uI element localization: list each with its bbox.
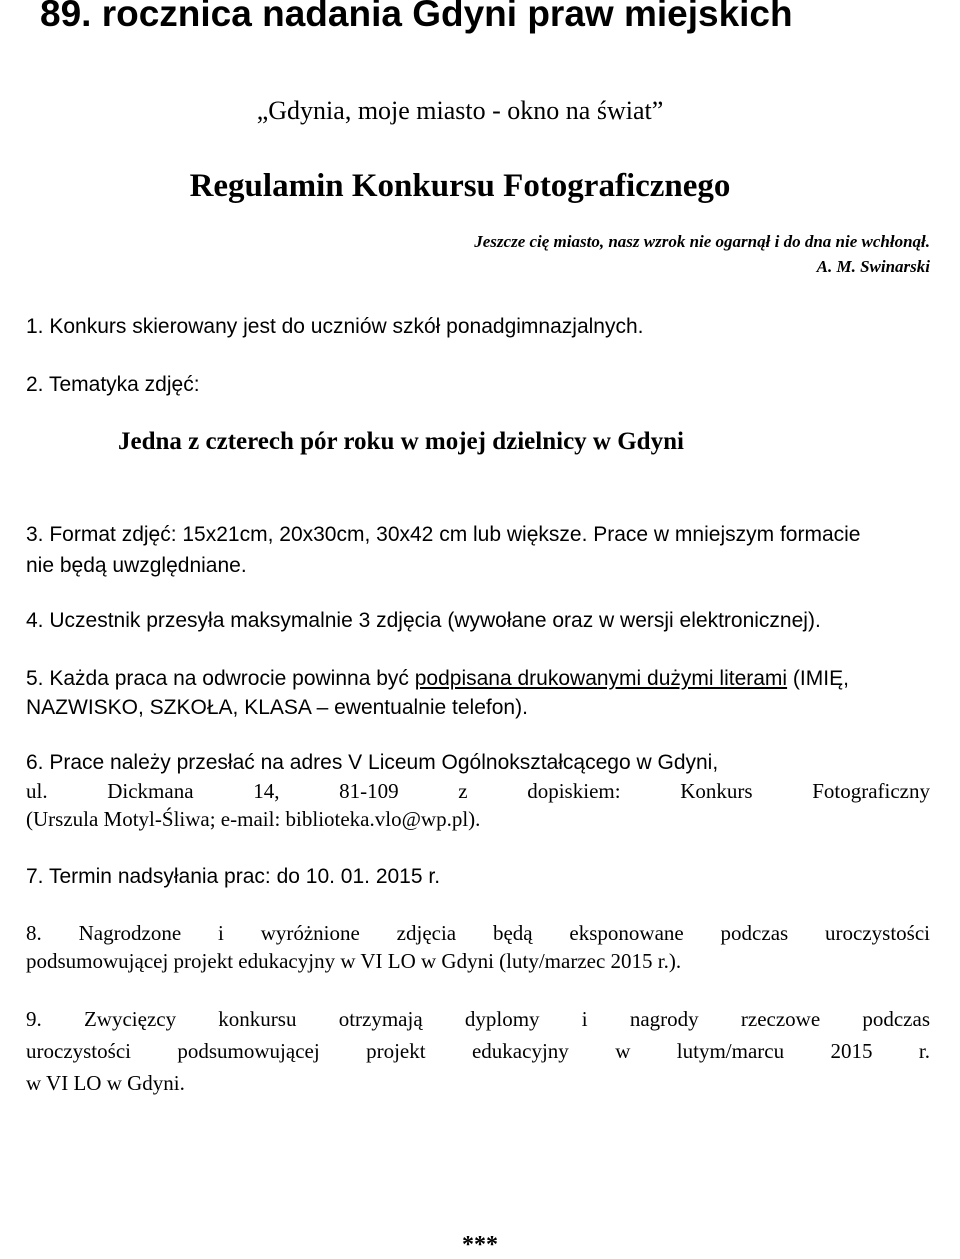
rule-6-line-1: 6. Prace należy przesłać na adres V Liceum Ogólnokształcącego w Gdyni, bbox=[26, 751, 719, 774]
page-heading: 89. rocznica nadania Gdyni praw miejskich bbox=[40, 0, 793, 34]
rule-6-line-3: (Urszula Motyl-Śliwa; e-mail: biblioteka.vlo@wp.pl). bbox=[26, 807, 481, 831]
epigraph-author: A. M. Swinarski bbox=[816, 257, 930, 276]
contest-motto: „Gdynia, moje miasto - okno na świat” bbox=[256, 96, 664, 125]
rule-8-line-2: podsumowującej projekt edukacyjny w VI LO w Gdyni (luty/marzec 2015 r.). bbox=[26, 949, 682, 973]
rule-5-text-start: 5. Każda praca na odwrocie powinna być bbox=[26, 667, 415, 690]
rule-3-line-1: 3. Format zdjęć: 15x21cm, 20x30cm, 30x42 cm lub większe. Prace w mniejszym formacie bbox=[26, 523, 861, 546]
rule-4: 4. Uczestnik przesyła maksymalnie 3 zdjęcia (wywołane oraz w wersji elektronicznej). bbox=[26, 609, 821, 632]
footer-stars: *** bbox=[462, 1232, 498, 1258]
rule-3-line-2: nie będą uwzględniane. bbox=[26, 554, 247, 577]
rule-2: 2. Tematyka zdjęć: bbox=[26, 373, 200, 396]
rule-8-line-1: 8. Nagrodzone i wyróżnione zdjęcia będą eksponowane podczas uroczystości bbox=[26, 921, 930, 945]
rule-5-text-end: (IMIĘ, bbox=[787, 667, 849, 690]
contest-topic: Jedna z czterech pór roku w mojej dzielnicy w Gdyni bbox=[118, 428, 684, 455]
rule-1: 1. Konkurs skierowany jest do uczniów szkół ponadgimnazjalnych. bbox=[26, 315, 644, 338]
rule-9-line-3: w VI LO w Gdyni. bbox=[26, 1071, 185, 1095]
rule-6-line-2: ul. Dickmana 14, 81-109 z dopiskiem: Konkurs Fotograficzny bbox=[26, 779, 930, 803]
rule-5-underlined-text: podpisana drukowanymi dużymi literami bbox=[414, 667, 788, 690]
rule-9-line-1: 9. Zwycięzcy konkursu otrzymają dyplomy i nagrody rzeczowe podczas bbox=[26, 1007, 930, 1031]
rule-5-line-2: NAZWISKO, SZKOŁA, KLASA – ewentualnie telefon). bbox=[26, 696, 528, 719]
rule-7: 7. Termin nadsyłania prac: do 10. 01. 2015 r. bbox=[26, 865, 441, 888]
document-title: Regulamin Konkursu Fotograficznego bbox=[189, 168, 731, 204]
epigraph-quote: Jeszcze cię miasto, nasz wzrok nie ogarnął i do dna nie wchłonął. bbox=[474, 232, 930, 251]
rule-9-line-2: uroczystości podsumowującej projekt edukacyjny w lutym/marcu 2015 r. bbox=[26, 1039, 930, 1063]
